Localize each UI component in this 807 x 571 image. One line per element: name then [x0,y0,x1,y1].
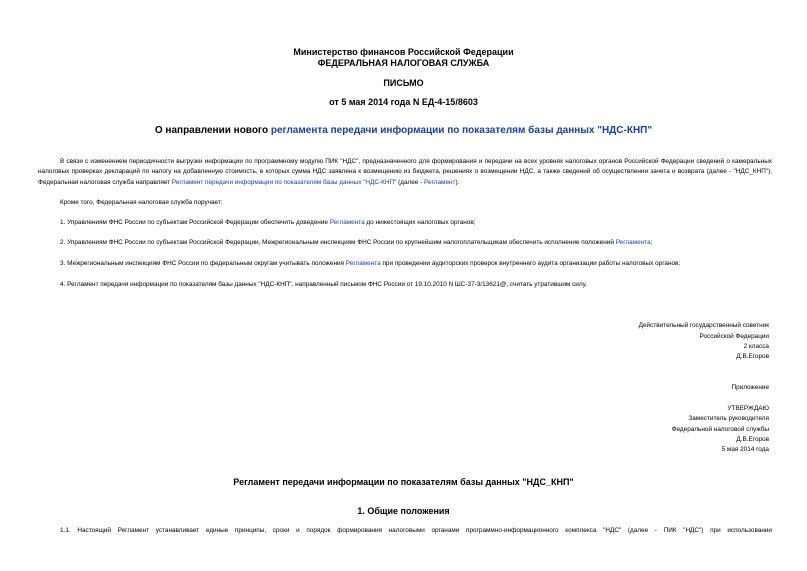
item-3-text-a: 3. Межрегиональным инспекциям ФНС России по федеральным округам учитывать положения [60,260,346,267]
subject-prefix: О направлении нового [154,125,271,136]
intro-text-b: (далее - [396,178,425,186]
approval-date: 5 мая 2014 года [721,446,769,453]
item-1 [60,218,476,228]
service-heading: ФЕДЕРАЛЬНАЯ НАЛОГОВАЯ СЛУЖБА [317,58,490,68]
signer-rank-line-1: Действительный государственный советник [638,322,769,329]
signer-rank-line-3: 2 класса [743,343,769,350]
doc-date-number: от 5 мая 2014 года N ЕД-4-15/8603 [329,97,478,107]
item-3-text-b: при проведении аудиторских проверок внутреннего аудита организации работы налоговых органов; [380,260,681,267]
appendix-label: Приложение [731,384,769,391]
intro-regulation-short-link[interactable]: Регламент [424,178,456,186]
doc-type-heading: ПИСЬМО [383,78,424,88]
approval-line-1: УТВЕРЖДАЮ [727,405,769,412]
item-1-text-b: до нижестоящих налоговых органов; [364,219,476,226]
letter-subject [0,125,807,136]
signer-rank-line-2: Российской Федерации [699,333,769,340]
item-1-regulation-link[interactable]: Регламента [329,219,365,226]
item-2-regulation-link[interactable]: Регламента [615,239,651,246]
signer-name: Д.В.Егоров [736,353,769,360]
item-1-text-a: 1. Управлениям ФНС России по субъектам Российской Федерации обеспечить доведение [60,219,330,226]
item-4: 4. Регламент передачи информации по показателям базы данных "НДС-КНП", направленный письмом ФНС России от 19.10.2010 N ШС-37-3/13621@, считать утратившим силу. [60,281,587,288]
clause-1-1: 1.1. Настоящий Регламент устанавливает единые принципы, сроки и порядок формирования налоговыми органами программно-информационного комплекса "НДС" (далее - ПИК "НДС") при использовании [60,527,772,534]
approval-signer-name: Д.В.Егоров [736,436,769,443]
ministry-heading: Министерство финансов Российской Федерации [293,47,514,57]
subject-regulation-link[interactable]: регламента передачи информации по показателям базы данных "НДС-КНП" [270,125,653,136]
item-3-regulation-link[interactable]: Регламента [345,260,381,267]
intro-paragraph [38,157,772,188]
item-3 [60,259,680,269]
item-2-text-a: 2. Управлениям ФНС России по субъектам Российской Федерации, Межрегиональным инспекциям ФНС России по крупнейшим налогоплательщикам обеспечить исполнение положений [60,239,616,246]
instructs-paragraph: Кроме того, Федеральная налоговая служба поручает: [60,199,223,206]
section-1-title: 1. Общие положения [357,506,450,516]
item-2 [60,238,652,248]
intro-text-a: В связи с изменением периодичности выгрузки информации по программному модулю ПИК "НДС", предназначенного для формирования и передачи на всех уровнях налоговых органов Российской Федерации сведений о камеральных налоговых проверках деклараций по налогу на добавленную стоимость, в которых сумма НДС заявлена к возмещению из бюджета, решениях о возмещении НДС, а также сведений об осуществлении зачета и возврата (далее - "НДС_КНП"), Федеральная налоговая служба направляет [38,158,772,186]
intro-regulation-link[interactable]: Регламент передачи информации по показателям базы данных "НДС-КНП" [171,178,397,186]
approval-line-3: Федеральной налоговой службы [671,426,769,433]
regulation-title: Регламент передачи информации по показателям базы данных "НДС_КНП" [233,477,574,487]
approval-line-2: Заместитель руководителя [688,415,769,422]
item-2-text-b: ; [650,239,653,246]
intro-text-c: ). [455,178,460,186]
